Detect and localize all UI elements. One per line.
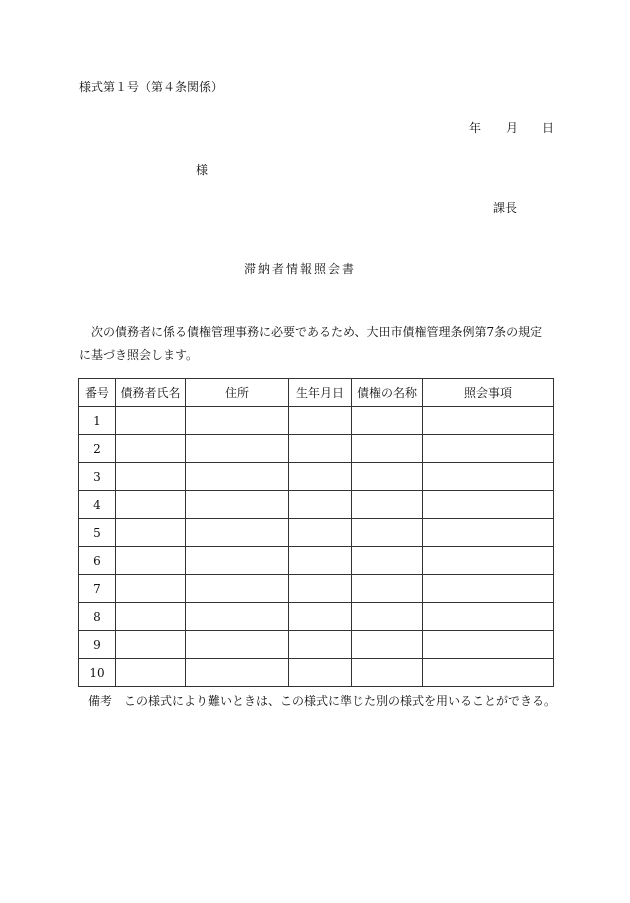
row-number: 10 — [79, 659, 116, 687]
inquiry-items-cell[interactable] — [423, 463, 554, 491]
row-number: 9 — [79, 631, 116, 659]
address-cell[interactable] — [186, 631, 289, 659]
inquiry-items-cell[interactable] — [423, 659, 554, 687]
debtor-name-cell[interactable] — [116, 519, 186, 547]
header-debtor-name: 債務者氏名 — [116, 379, 186, 407]
address-cell[interactable] — [186, 603, 289, 631]
header-birthdate: 生年月日 — [289, 379, 352, 407]
claim-name-cell[interactable] — [352, 435, 423, 463]
claim-name-cell[interactable] — [352, 603, 423, 631]
address-cell[interactable] — [186, 435, 289, 463]
header-inquiry-items: 照会事項 — [423, 379, 554, 407]
table-row — [79, 491, 554, 519]
row-number: 7 — [79, 575, 116, 603]
sender-title: 課長 — [493, 201, 518, 215]
inquiry-items-cell[interactable] — [423, 603, 554, 631]
birthdate-cell[interactable] — [289, 519, 352, 547]
birthdate-cell[interactable] — [289, 603, 352, 631]
debtor-name-cell[interactable] — [116, 463, 186, 491]
row-number: 6 — [79, 547, 116, 575]
inquiry-items-cell[interactable] — [423, 575, 554, 603]
address-cell[interactable] — [186, 491, 289, 519]
inquiry-items-cell[interactable] — [423, 435, 554, 463]
table-body — [79, 407, 554, 687]
table-row — [79, 407, 554, 435]
claim-name-cell[interactable] — [352, 491, 423, 519]
birthdate-cell[interactable] — [289, 659, 352, 687]
row-number: 3 — [79, 463, 116, 491]
body-text: 次の債務者に係る債権管理事務に必要であるため、大田市債権管理条例第7条の規定に基づき照会します。 — [79, 325, 543, 362]
address-cell[interactable] — [186, 463, 289, 491]
table-row — [79, 631, 554, 659]
document-title: 滞納者情報照会書 — [244, 262, 357, 276]
birthdate-cell[interactable] — [289, 491, 352, 519]
table-header-row — [79, 379, 554, 407]
date-line — [469, 122, 554, 134]
debtor-name-cell[interactable] — [116, 603, 186, 631]
debtor-name-cell[interactable] — [116, 659, 186, 687]
table-row — [79, 519, 554, 547]
debtor-name-cell[interactable] — [116, 575, 186, 603]
date-year-label: 年 — [469, 121, 482, 135]
debtor-name-cell[interactable] — [116, 407, 186, 435]
inquiry-items-cell[interactable] — [423, 547, 554, 575]
row-number: 1 — [79, 407, 116, 435]
inquiry-items-cell[interactable] — [423, 491, 554, 519]
inquiry-table — [78, 378, 554, 687]
table-row — [79, 463, 554, 491]
table-row — [79, 547, 554, 575]
date-day-label: 日 — [542, 121, 555, 135]
address-cell[interactable] — [186, 547, 289, 575]
birthdate-cell[interactable] — [289, 463, 352, 491]
claim-name-cell[interactable] — [352, 519, 423, 547]
table-row — [79, 435, 554, 463]
form-number: 様式第１号（第４条関係） — [79, 80, 224, 94]
address-cell[interactable] — [186, 407, 289, 435]
birthdate-cell[interactable] — [289, 575, 352, 603]
claim-name-cell[interactable] — [352, 547, 423, 575]
address-cell[interactable] — [186, 575, 289, 603]
inquiry-items-cell[interactable] — [423, 631, 554, 659]
date-month-label: 月 — [506, 121, 519, 135]
header-address: 住所 — [186, 379, 289, 407]
address-cell[interactable] — [186, 659, 289, 687]
claim-name-cell[interactable] — [352, 407, 423, 435]
debtor-name-cell[interactable] — [116, 435, 186, 463]
inquiry-items-cell[interactable] — [423, 519, 554, 547]
remarks: 備考 この様式により難いときは、この様式に準じた別の様式を用いることができる。 — [88, 694, 557, 708]
debtor-name-cell[interactable] — [116, 631, 186, 659]
address-cell[interactable] — [186, 519, 289, 547]
claim-name-cell[interactable] — [352, 631, 423, 659]
row-number: 5 — [79, 519, 116, 547]
table-row — [79, 659, 554, 687]
birthdate-cell[interactable] — [289, 547, 352, 575]
claim-name-cell[interactable] — [352, 463, 423, 491]
birthdate-cell[interactable] — [289, 435, 352, 463]
birthdate-cell[interactable] — [289, 407, 352, 435]
table-row — [79, 603, 554, 631]
addressee-suffix: 様 — [196, 163, 209, 177]
row-number: 2 — [79, 435, 116, 463]
header-number: 番号 — [79, 379, 116, 407]
birthdate-cell[interactable] — [289, 631, 352, 659]
debtor-name-cell[interactable] — [116, 547, 186, 575]
row-number: 4 — [79, 491, 116, 519]
claim-name-cell[interactable] — [352, 575, 423, 603]
table-row — [79, 575, 554, 603]
claim-name-cell[interactable] — [352, 659, 423, 687]
inquiry-items-cell[interactable] — [423, 407, 554, 435]
debtor-name-cell[interactable] — [116, 491, 186, 519]
header-claim-name: 債権の名称 — [352, 379, 423, 407]
row-number: 8 — [79, 603, 116, 631]
